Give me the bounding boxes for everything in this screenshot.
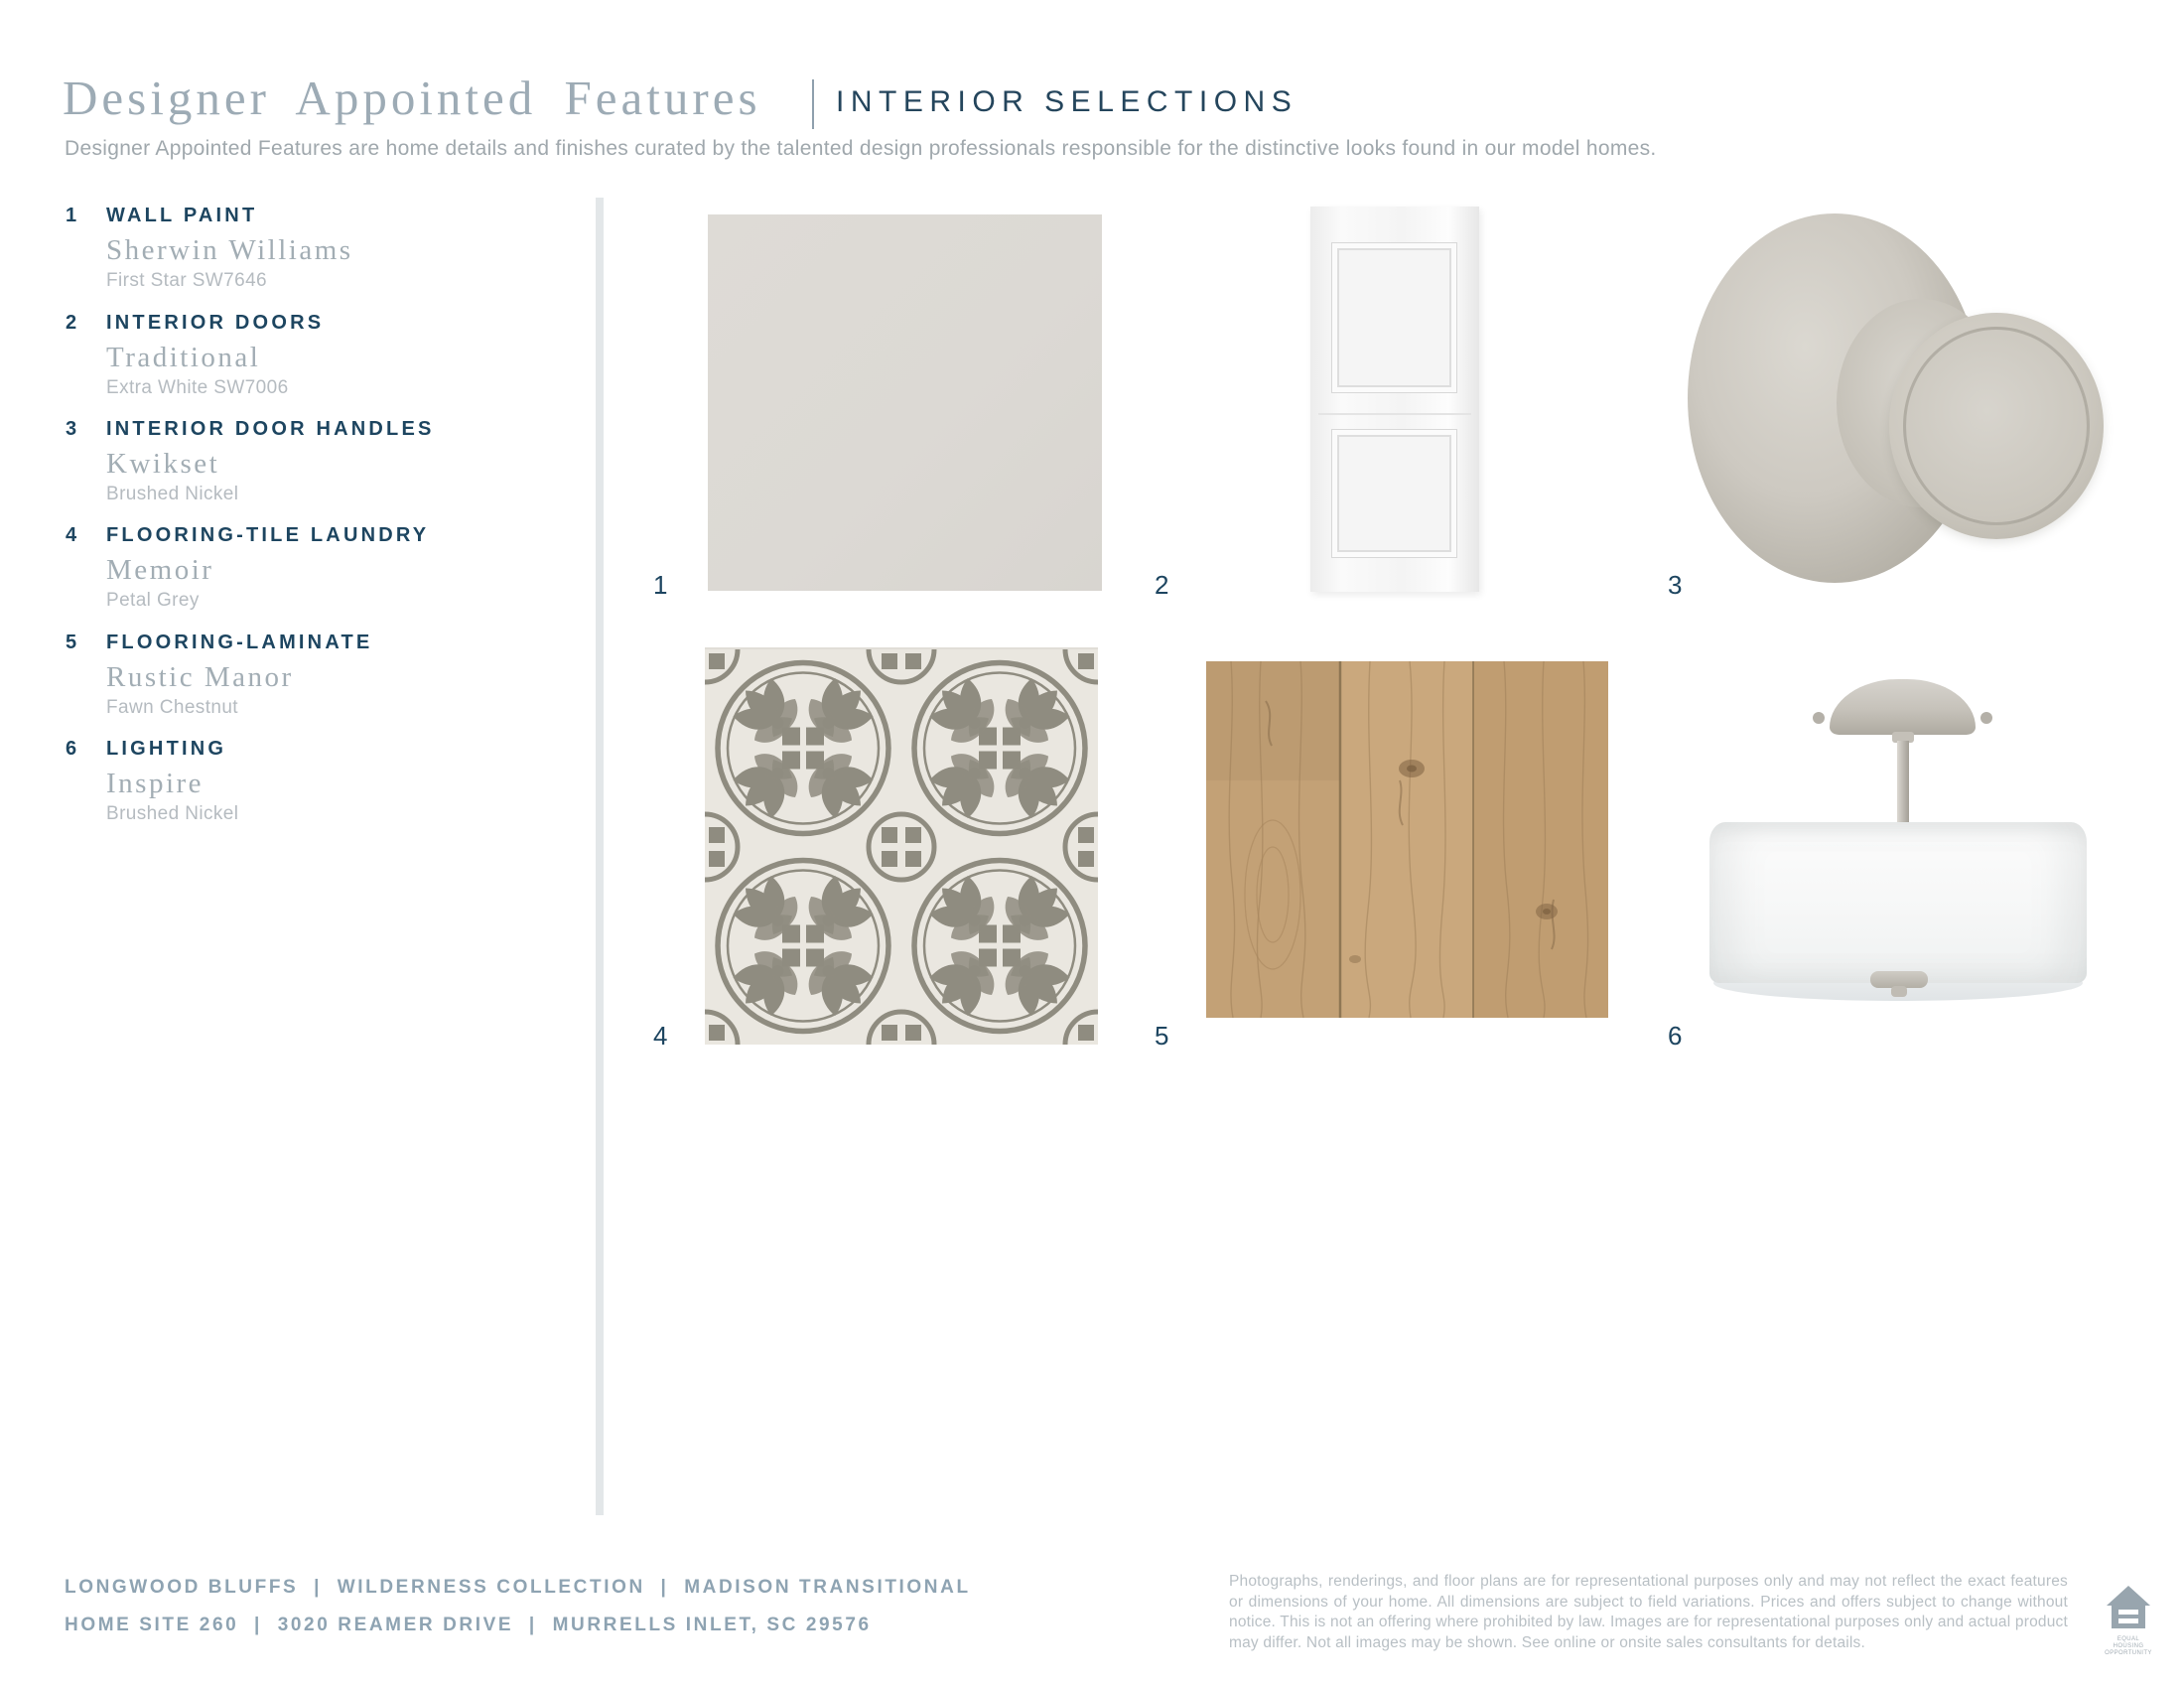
- selection-category: FLOORING-LAMINATE: [106, 632, 373, 653]
- tile-pattern-graphic: [705, 649, 1098, 1045]
- interior-door-image: [1310, 207, 1479, 592]
- selection-detail: Brushed Nickel: [106, 803, 239, 824]
- selection-brand: Sherwin Williams: [106, 234, 353, 266]
- selection-category: INTERIOR DOOR HANDLES: [106, 418, 435, 440]
- lamp-stem: [1897, 741, 1909, 824]
- gallery-label-4: 4: [653, 1021, 668, 1051]
- selection-detail: Petal Grey: [106, 590, 200, 611]
- equal-housing-caption: EQUAL HOUSING OPPORTUNITY: [2105, 1636, 2152, 1656]
- gallery-label-2: 2: [1155, 570, 1169, 600]
- wood-plank-graphic: [1206, 661, 1608, 1018]
- selection-number: 5: [66, 632, 77, 653]
- equal-housing-block: [2103, 1585, 2154, 1654]
- lamp-finial-right: [1980, 712, 1992, 724]
- gallery-label-5: 5: [1155, 1021, 1169, 1051]
- knob-face: [1889, 313, 2104, 539]
- lamp-canopy: [1830, 679, 1976, 735]
- selection-brand: Kwikset: [106, 448, 220, 480]
- sidebar-divider: [596, 198, 604, 1515]
- equal-housing-logo-icon: [2106, 1585, 2151, 1630]
- gallery-label-1: 1: [653, 570, 668, 600]
- laminate-flooring-image: [1206, 661, 1608, 1018]
- selection-brand: Traditional: [106, 342, 261, 373]
- gallery-label-6: 6: [1668, 1021, 1683, 1051]
- selection-number: 3: [66, 418, 77, 440]
- disclaimer-text: Photographs, renderings, and floor plans are for representational purposes only and may not reflect the exact features or dimensions of your home. All dimensions are subject to field variations. Prices and offers subject to change without notice. This is not an offering where prohibited by law. Images are for representational purposes only and actual product may differ. Not all images may be shown. See online or onsite sales consultants for details.: [1229, 1573, 2068, 1651]
- lamp-finial-left: [1813, 712, 1825, 724]
- door-knob-image: [1688, 213, 2134, 583]
- lamp-bottom-finial: [1891, 986, 1907, 997]
- door-rail-line: [1318, 413, 1471, 415]
- knob-face-ring: [1903, 327, 2090, 525]
- selection-detail: First Star SW7646: [106, 270, 268, 291]
- ceiling-light-image: [1704, 675, 2095, 1009]
- page-title: Designer Appointed Features: [63, 70, 761, 125]
- selection-category: LIGHTING: [106, 738, 227, 760]
- page-section-title: INTERIOR SELECTIONS: [836, 85, 1298, 118]
- door-top-panel: [1331, 242, 1457, 393]
- lamp-drum-shade: [1709, 822, 2087, 983]
- selection-number: 6: [66, 738, 77, 760]
- tile-flooring-image: [705, 647, 1098, 1045]
- footer-address-line: HOME SITE 260 | 3020 REAMER DRIVE | MURRELLS INLET, SC 29576: [65, 1615, 872, 1635]
- selection-detail: Fawn Chestnut: [106, 697, 238, 718]
- selection-number: 1: [66, 205, 77, 226]
- wall-paint-swatch-image: [708, 214, 1102, 591]
- title-divider: [812, 79, 814, 129]
- selection-detail: Brushed Nickel: [106, 484, 239, 504]
- door-bottom-panel: [1331, 429, 1457, 558]
- selection-category: INTERIOR DOORS: [106, 312, 325, 334]
- selection-number: 2: [66, 312, 77, 334]
- selection-detail: Extra White SW7006: [106, 377, 289, 398]
- selection-category: WALL PAINT: [106, 205, 258, 226]
- selection-category: FLOORING-TILE LAUNDRY: [106, 524, 430, 546]
- selection-brand: Rustic Manor: [106, 661, 294, 693]
- selection-number: 4: [66, 524, 77, 546]
- selection-brand: Memoir: [106, 554, 214, 586]
- selection-brand: Inspire: [106, 768, 205, 799]
- gallery-label-3: 3: [1668, 570, 1683, 600]
- page-subtitle: Designer Appointed Features are home details and finishes curated by the talented design professionals responsible for the distinctive looks found in our model homes.: [65, 137, 1657, 160]
- footer-community-line: LONGWOOD BLUFFS | WILDERNESS COLLECTION | MADISON TRANSITIONAL: [65, 1577, 971, 1598]
